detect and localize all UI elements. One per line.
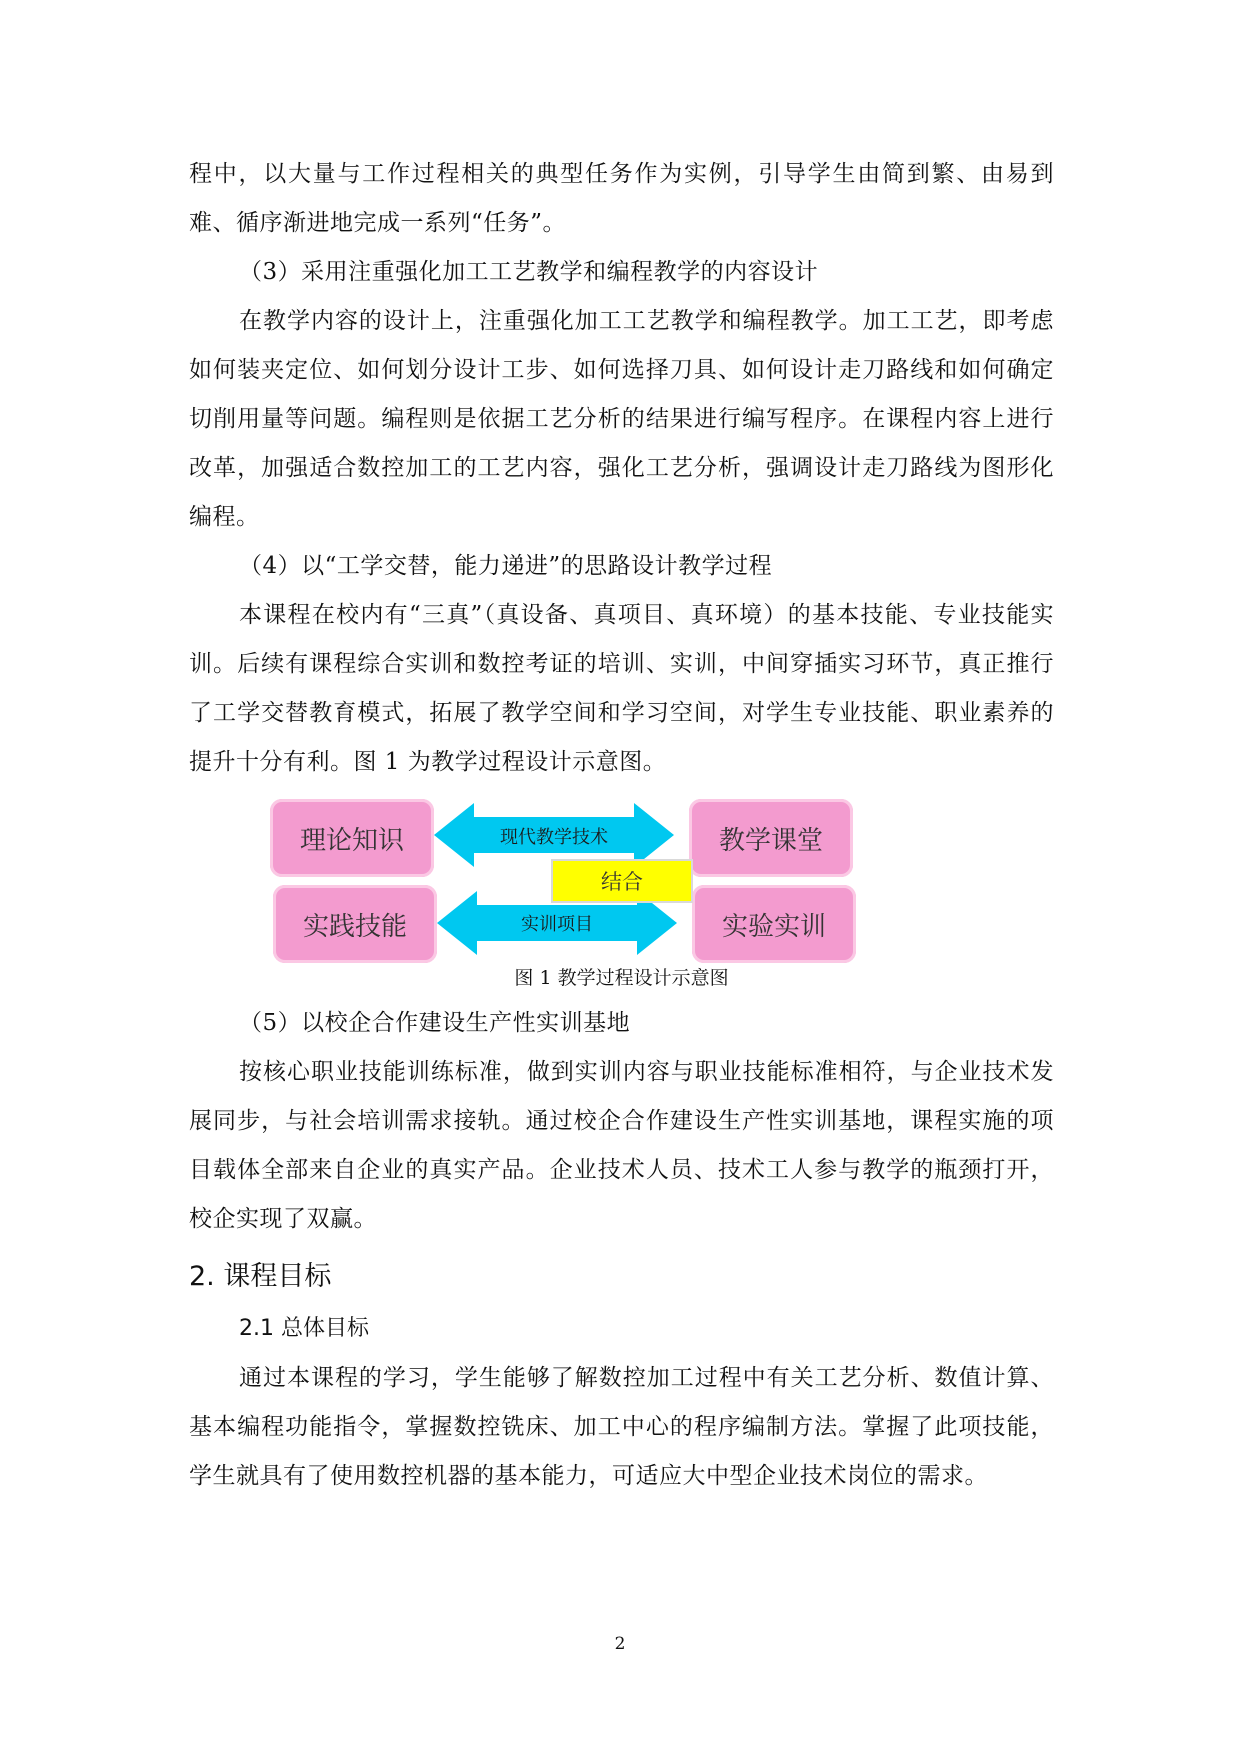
- page-content: [189, 150, 1054, 1501]
- box-teaching-classroom: 教学课堂: [689, 799, 853, 877]
- arrow-label-training-project: 实训项目: [521, 914, 593, 935]
- subsection-title: 2.1 总体目标: [239, 1316, 369, 1341]
- section-title: 2. 课程目标: [189, 1261, 332, 1292]
- subheading-5: （5）以校企合作建设生产性实训基地: [239, 1010, 631, 1036]
- paragraph-3: 在教学内容的设计上，注重强化加工工艺教学和编程教学。加工工艺，即考虑如何装夹定位、如何划分设计工步、如何选择刀具、如何设计走刀路线和如何确定切削用量等问题。编程则是依据工艺分析的结果进行编写程序。在课程内容上进行改革，加强适合数控加工的工艺内容，强化工艺分析，强调设计走刀路线为图形化编程。: [189, 308, 1054, 530]
- figure-caption: 图 1 教学过程设计示意图: [514, 967, 729, 989]
- subheading-4: （4）以“工学交替，能力递进”的思路设计教学过程: [239, 553, 773, 579]
- paragraph-continued: 程中，以大量与工作过程相关的典型任务作为实例，引导学生由简到繁、由易到难、循序渐进地完成一系列“任务”。: [189, 161, 1054, 236]
- box-lab-training: 实验实训: [692, 885, 856, 963]
- paragraph-5: 按核心职业技能训练标准，做到实训内容与职业技能标准相符，与企业技术发展同步，与社会培训需求接轨。通过校企合作建设生产性实训基地，课程实施的项目载体全部来自企业的真实产品。企业技术人员、技术工人参与教学的瓶颈打开，校企实现了双赢。: [189, 1059, 1054, 1232]
- combine-box: 结合: [551, 859, 693, 903]
- paragraph-4: 本课程在校内有“三真”（真设备、真项目、真环境）的基本技能、专业技能实训。后续有课程综合实训和数控考证的培训、实训，中间穿插实习环节，真正推行了工学交替教育模式，拓展了教学空间和学习空间，对学生专业技能、职业素养的提升十分有利。图 1 为教学过程设计示意图。: [189, 602, 1054, 775]
- teaching-process-diagram: [189, 787, 1054, 999]
- section-paragraph: 通过本课程的学习，学生能够了解数控加工过程中有关工艺分析、数值计算、基本编程功能指令，掌握数控铣床、加工中心的程序编制方法。掌握了此项技能，学生就具有了使用数控机器的基本能力，可适应大中型企业技术岗位的需求。: [189, 1365, 1054, 1489]
- box-practice-skills: 实践技能: [273, 885, 437, 963]
- page-number: 2: [614, 1634, 626, 1654]
- subheading-3: （3）采用注重强化加工工艺教学和编程教学的内容设计: [239, 259, 819, 285]
- arrow-label-modern-tech: 现代教学技术: [500, 827, 608, 848]
- box-theory-knowledge: 理论知识: [270, 799, 434, 877]
